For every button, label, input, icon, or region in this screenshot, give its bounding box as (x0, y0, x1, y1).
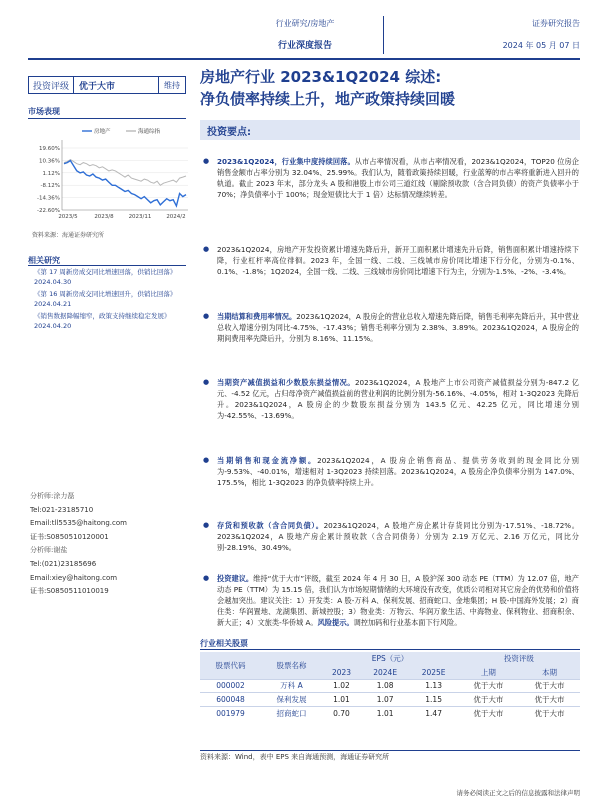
table-row (200, 706, 580, 720)
x-tick-label: 2024/2 (166, 214, 186, 220)
analyst-title: 分析师:谢盐 (30, 546, 68, 555)
key-point-paragraph (203, 455, 579, 488)
report-type: 行业深度报告 (277, 41, 332, 51)
eps-value: 1.08 (361, 679, 409, 693)
rating-maintain: 维持 (164, 80, 180, 90)
eps-value: 1.02 (322, 679, 361, 693)
analyst-block (30, 490, 190, 599)
rating-box (28, 76, 186, 94)
series-line-real-estate (64, 161, 186, 206)
related-item[interactable]: 《第 17 周新房成交同比增速回落，供销比回落》2024.04.30 (34, 268, 177, 286)
rating-value: 优于大市 (74, 77, 159, 93)
y-tick-label: 1.12% (42, 170, 60, 177)
analyst-tel: Tel:021-23185710 (30, 505, 94, 514)
year-header: 2025E (409, 666, 457, 680)
header-divider (383, 16, 384, 54)
stock-code[interactable]: 001979 (200, 706, 261, 720)
report-title-line1: 房地产行业 2023&1Q2024 综述: (200, 68, 442, 86)
bullet-icon: ● (203, 245, 210, 253)
stock-name[interactable]: 保利发展 (261, 693, 322, 707)
key-points-label: 投资要点: (207, 127, 251, 138)
eps-value: 1.07 (361, 693, 409, 707)
key-point-paragraph (203, 377, 579, 421)
stock-table (200, 652, 580, 720)
rating-curr: 优于大市 (519, 693, 580, 707)
eps-value: 1.01 (361, 706, 409, 720)
eps-value: 1.47 (409, 706, 457, 720)
paragraph-lead: 当期销售和现金流净额。 (217, 456, 318, 465)
paragraph-body: 2023&1Q2024，A 股地产房企累计存货同比分别为-17.51%、-18.72%。2023&1Q2024，A 股地产房企累计预收款（含合同债务）分别为 2.19 万亿元、2.16 万亿元，同比分别-28.19%、30.49%。 (217, 521, 579, 552)
paragraph-lead: 2023&1Q2024，行业集中度持续回落。 (217, 157, 355, 166)
paragraph-body: 2023&1Q2024，A 股地产上市公司资产减值损益分别为-847.2 亿元、-4.52 亿元，占归母净资产减值损益前的营业利润的比例分别为-56.16%、-4.05%，相对 1-3Q2023 先降后升。2023&1Q2024，A 股房企的少数股东损益分别为 143.5 亿元、42.25 亿元，同比增速分别为-42.55%、-13.69%。 (217, 378, 579, 420)
stock-table-rule (200, 649, 580, 650)
eps-value: 0.70 (322, 706, 361, 720)
bullet-icon: ● (203, 456, 210, 464)
bullet-icon: ● (203, 574, 210, 582)
paragraph-body: 从市占率情况看，从市占率情况看，2023&1Q2024，TOP20 位房企销售金额市占率分别为 32.04%、25.99%。我们认为，随着政策持续回暖，行业蓝筹的市占率将重新进入回升的轨道。截止 2023 年末，部分龙头 A 股和港股上市公司三道红线（剔除预收款（含合同负债）的资产负债率小于 70%；净负债率小于 100%；现金短债比大于 1 倍）达标情况继续转差。 (217, 157, 580, 199)
y-tick-label: -8.12% (40, 183, 60, 190)
header-right (450, 18, 580, 51)
rating-curr: 优于大市 (519, 679, 580, 693)
analyst-cert: 证书:S0850510120001 (30, 532, 109, 541)
market-chart (28, 122, 193, 224)
report-date: 2024 年 05 月 07 日 (502, 41, 580, 50)
analyst-tel: Tel:(021)23185696 (30, 559, 97, 568)
rating-prev: 优于大市 (458, 706, 519, 720)
paragraph-body: 2023&1Q2024，A 股房企的营业总收入增速先降后降，销售毛利率先降后升，其中营业总收入增速分别为同比-4.75%、-17.43%；销售毛利率分别为 2.38%、3.89%。2023&1Q2024，A 股房企的期间费用率先降后升，分别为 8.16%、11.15%。 (217, 312, 579, 343)
table-row (200, 679, 580, 693)
related-heading: 相关研究 (28, 256, 60, 265)
related-item[interactable]: 《第 16 周新房成交同比增速回升，供销比回落》2024.04.21 (34, 290, 177, 308)
col-name-header: 股票名称 (261, 652, 322, 679)
stock-code[interactable]: 600048 (200, 693, 261, 707)
bullet-icon: ● (203, 157, 210, 165)
paragraph-body: 2023&1Q2024，房地产开发投资累计增速先降后升，新开工面积累计增速先升后降，销售面积累计增速持续下降，行业杠杆率高位徘徊。2023 年，全国一线、二线、三线城市房价同比增速下行分化，分别为-0.1%、0.1%、-1.8%；1Q2024，全国一线、二线、三线城市房价同比增速下行为主，分别为-1.5%、-2%、-3.4%。 (217, 245, 579, 276)
col-eps-header: EPS（元） (322, 652, 458, 666)
y-tick-label: -14.36% (37, 195, 60, 202)
stock-code[interactable]: 000002 (200, 679, 261, 693)
related-list (34, 267, 190, 333)
period-header: 本期 (519, 666, 580, 680)
risk-warning-label: 风险提示。 (317, 618, 354, 627)
key-point-paragraph (203, 156, 579, 200)
eps-value: 1.15 (409, 693, 457, 707)
report-title-line2: 净负债率持续上升，地产政策持续回暖 (200, 90, 456, 108)
paragraph-lead: 当期资产减值损益和少数股东损益情况。 (217, 378, 355, 387)
report-title (200, 66, 455, 110)
report-label: 证券研究报告 (532, 19, 580, 28)
eps-value: 1.13 (409, 679, 457, 693)
y-tick-label: -22.60% (37, 208, 60, 214)
x-tick-label: 2023/8 (94, 214, 114, 220)
key-point-paragraph (203, 244, 579, 277)
col-rating-header: 投资评级 (458, 652, 580, 666)
stock-table-bottom-rule (200, 750, 580, 751)
paragraph-body: 2023&1Q2024，A 股房企销售商品、提供劳务收到的现金同比分别为-9.53%、-40.01%，增速相对 1-3Q2023 持续回落。2023&1Q2024，A 股房企净负债率分别为 147.0%、175.5%，相比 1-3Q2023 的净负债率持续上升。 (217, 456, 579, 487)
chart-source: 资料来源：海通证券研究所 (32, 232, 105, 239)
bullet-icon: ● (203, 378, 210, 386)
key-point-paragraph (203, 311, 579, 344)
table-row (200, 693, 580, 707)
y-tick-label: 19.60% (39, 146, 60, 152)
key-point-paragraph (203, 520, 579, 553)
report-category: 行业研究/房地产 (275, 19, 335, 28)
analyst-email[interactable]: Email:tll5535@haitong.com (30, 519, 127, 528)
analyst-title: 分析师:涂力磊 (30, 492, 75, 500)
paragraph-lead: 存货和预收款（含合同负债）。 (217, 521, 324, 530)
table-source: 资料来源：Wind，表中 EPS 来自海通预测，海通证券研究所 (200, 753, 390, 761)
rating-prev: 优于大市 (458, 693, 519, 707)
stock-name[interactable]: 万科 A (261, 679, 322, 693)
header-left (245, 18, 365, 51)
stock-name[interactable]: 招商蛇口 (261, 706, 322, 720)
related-item[interactable]: 《销售数据降幅缩窄，政策支持继续稳定发展》2024.04.20 (34, 312, 171, 330)
paragraph-body: 维持“优于大市”评级，截至 2024 年 4 月 30 日，A 股沪深 300 动态 PE（TTM）为 12.07 倍，地产动态 PE（TTM）为 15.15 倍，我们认为市场短期情绪的大环境没有改变，优质公司相对其它房企的优势和价值将会越加突出。建议关注：1）开发类：A 股-万科 A、保利发展、招商蛇口、金地集团；H 股-中国海外发展；2）商住类：华润置地、龙湖集团、新城控股；3）物业类：万物云、华润万象生活、中海物业、保利物业、招商积余、新大正；4）文旅类-华侨城 A。 (217, 574, 579, 627)
market-rule (28, 118, 186, 119)
x-tick-label: 2023/11 (128, 214, 152, 220)
paragraph-lead: 投资建议。 (217, 574, 254, 583)
x-tick-label: 2023/5 (58, 214, 78, 220)
col-code-header: 股票代码 (200, 652, 261, 679)
year-header: 2024E (361, 666, 409, 680)
bullet-icon: ● (203, 312, 210, 320)
analyst-cert: 证书:S0850511010019 (30, 587, 109, 596)
disclaimer-footer: 请务必阅读正文之后的信息披露和法律声明 (456, 789, 580, 797)
analyst-email[interactable]: Email:xiey@haitong.com (30, 573, 118, 582)
market-chart-svg (28, 122, 193, 224)
bullet-icon: ● (203, 521, 210, 529)
stock-table-heading: 行业相关股票 (200, 639, 248, 648)
year-header: 2023 (322, 666, 361, 680)
key-points-bar (200, 120, 580, 140)
related-rule (28, 265, 186, 266)
paragraph-lead: 当期结算和费用率情况。 (217, 312, 297, 321)
eps-value: 1.01 (322, 693, 361, 707)
period-header: 上期 (458, 666, 519, 680)
market-heading: 市场表现 (28, 107, 60, 116)
legend-label: 房地产 (94, 129, 111, 135)
header-rule (28, 58, 580, 60)
rating-label: 投资评级 (29, 77, 74, 93)
risk-warning-text: 调控加码和行业基本面下行风险。 (353, 618, 462, 627)
key-point-paragraph (203, 573, 579, 628)
y-tick-label: 10.36% (39, 158, 60, 165)
rating-prev: 优于大市 (458, 679, 519, 693)
rating-curr: 优于大市 (519, 706, 580, 720)
legend-label: 海通综指 (138, 129, 161, 135)
